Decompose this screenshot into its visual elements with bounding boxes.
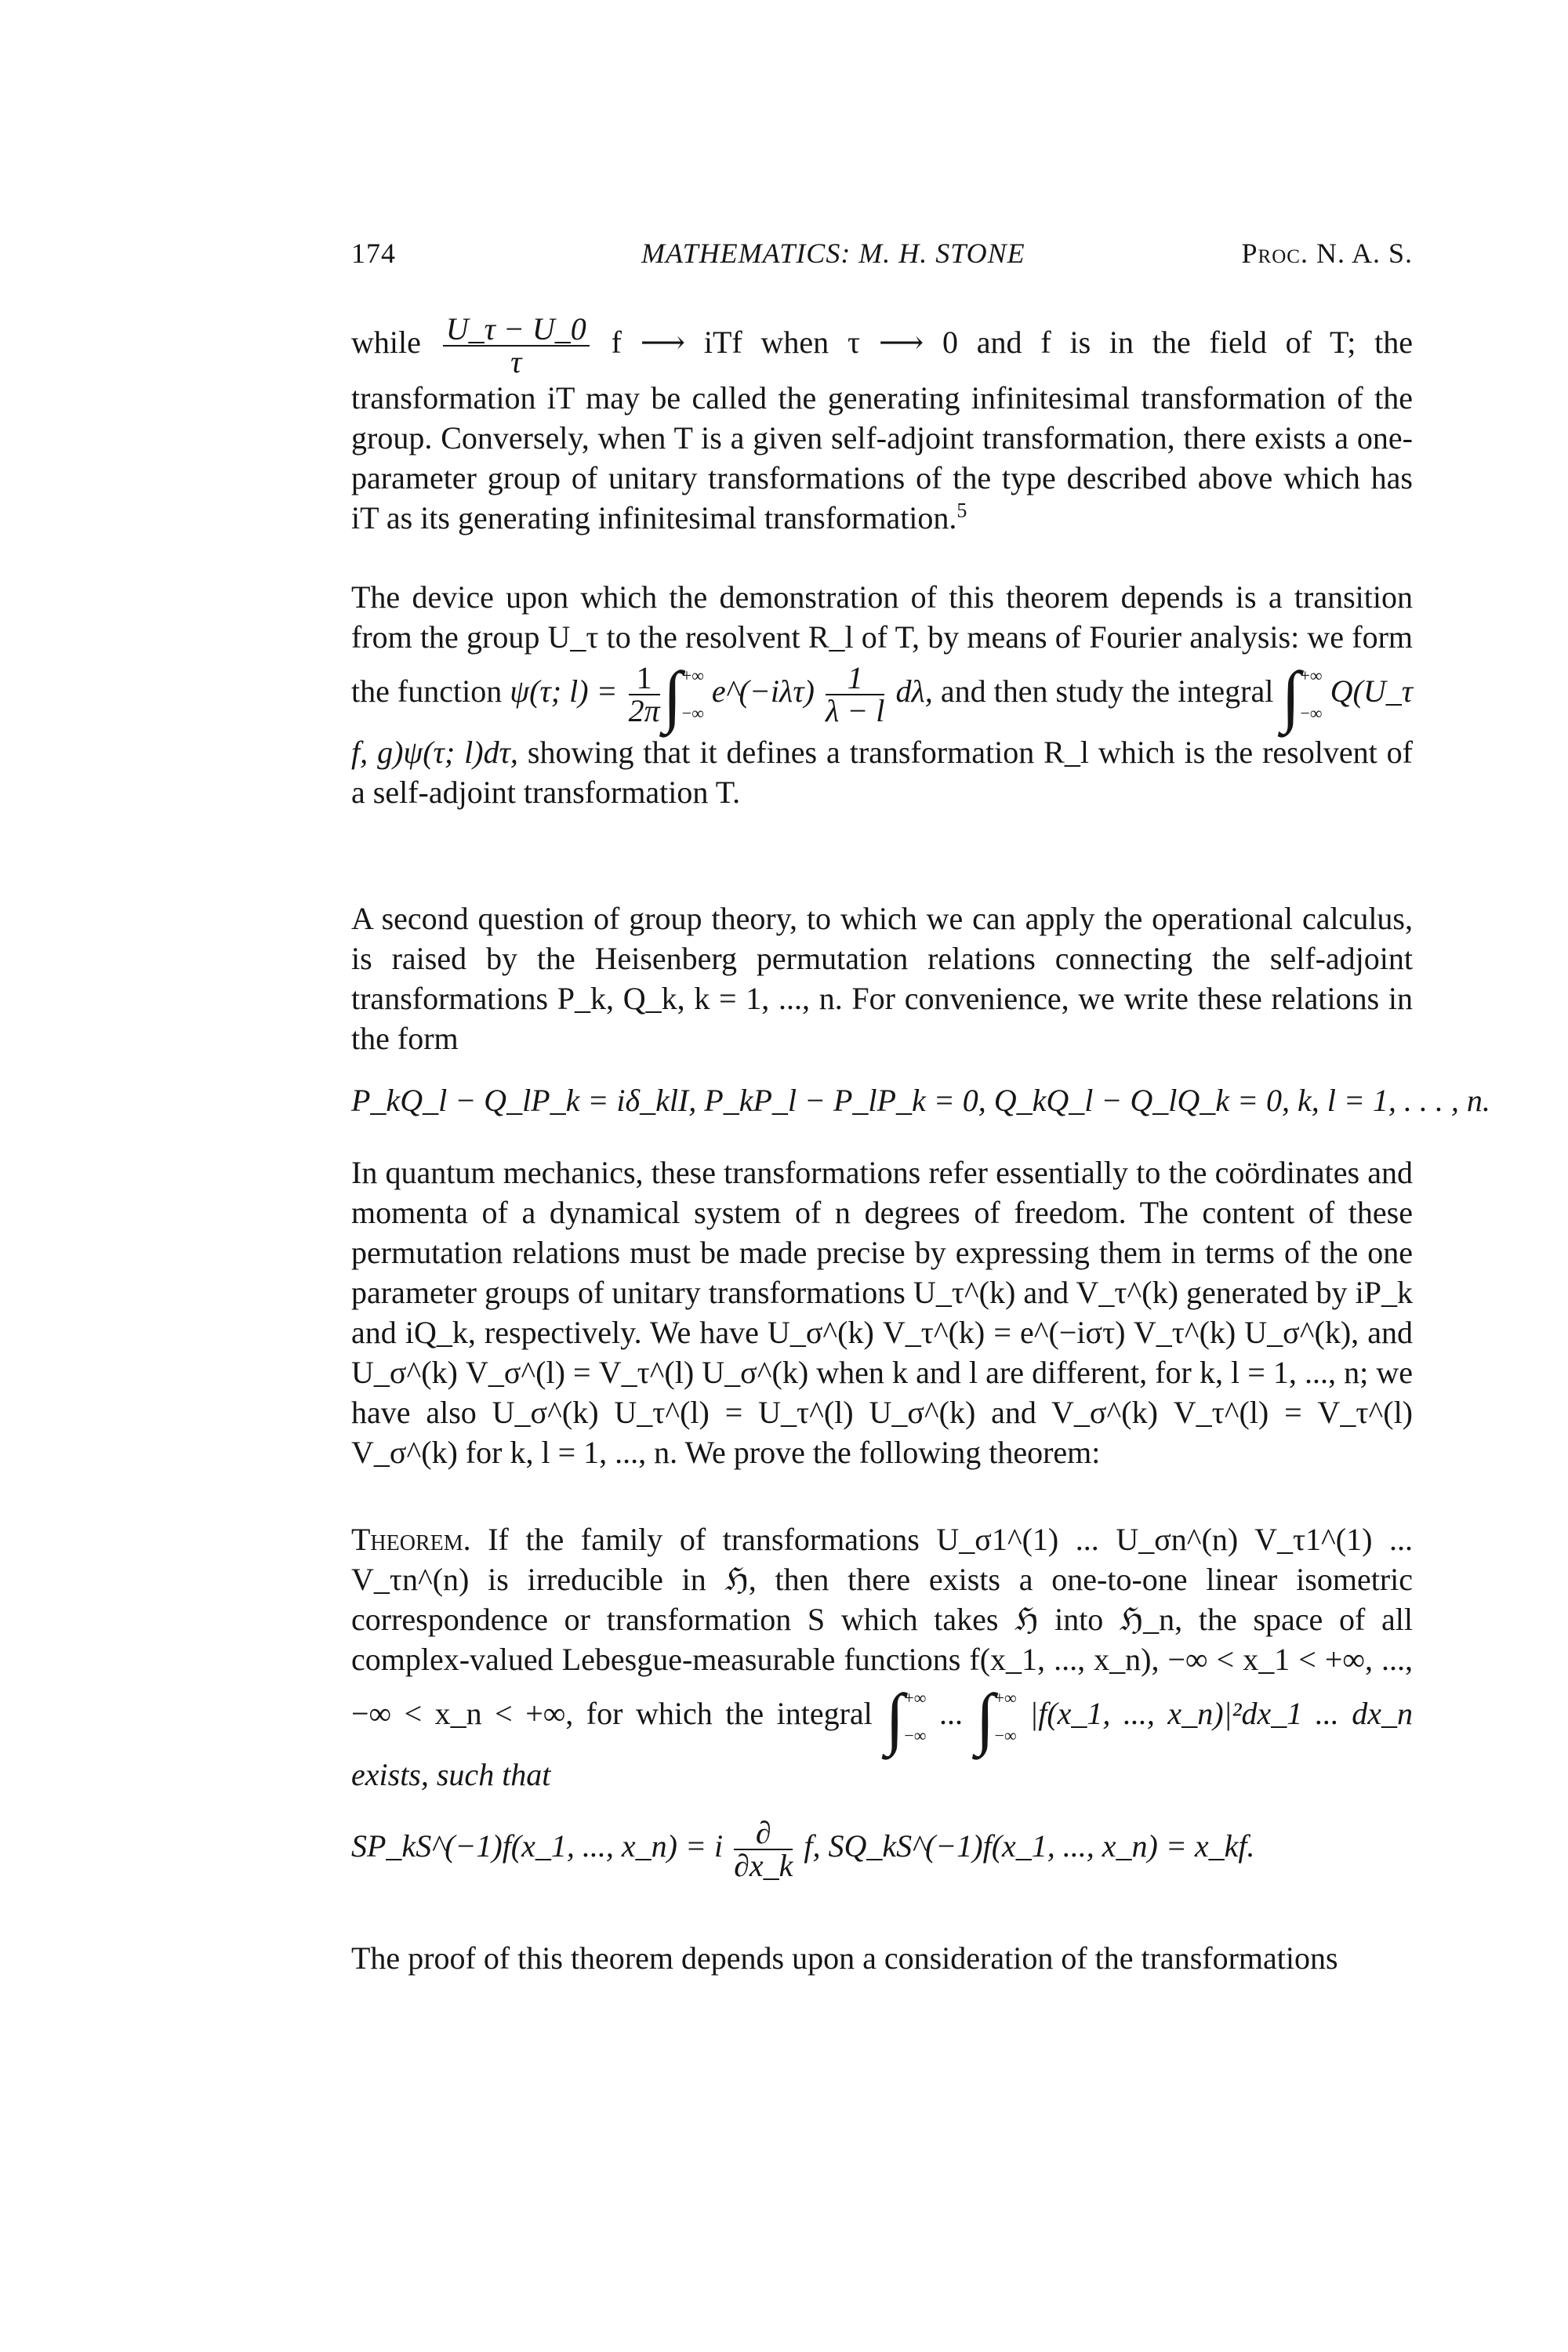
running-title: MATHEMATICS: M. H. STONE: [641, 238, 1025, 269]
paragraph-text: The proof of this theorem depends upon a consideration of the transformations: [351, 1940, 1338, 1976]
paragraph-text: showing that it defines a transformation R_l which is the resolvent of a self-adjoint transformation T.: [351, 735, 1414, 810]
fraction-numerator: ∂: [734, 1817, 793, 1850]
equation-rhs: SQ_kS^(−1)f(x_1, ..., x_n) = x_kf.: [828, 1828, 1255, 1864]
integral-limits: [995, 1679, 1017, 1755]
upper-limit: +∞: [1300, 666, 1323, 685]
theorem-label: Theorem.: [351, 1522, 471, 1557]
theorem-statement: [351, 1519, 1413, 1795]
schrodinger-representation-equation: [351, 1817, 1413, 1882]
fraction-numerator: 1: [629, 662, 660, 695]
integral-dots: ...: [939, 1696, 963, 1732]
integral-limits: [904, 1679, 926, 1755]
equation-mid: f,: [804, 1828, 821, 1864]
lower-limit: −∞: [904, 1726, 927, 1745]
psi-definition: ψ(τ; l) =: [510, 673, 618, 710]
fraction-denominator: 2π: [628, 693, 660, 728]
integrand: Q(U_τ f, g)ψ(τ; l)dτ,: [351, 673, 1414, 770]
paragraph-text: f ⟶ iTf when τ ⟶ 0 and f is in the field of T; the transformation iT may be called the generating infinitesimal transformation of the group. Conversely, when T is a given self-adjoint transformation, there exists a one-parameter group of unitary transformations of the type described above which has iT as its generating infinitesimal transformation.: [351, 325, 1414, 535]
paragraph-text: and then study the integral: [940, 673, 1274, 710]
difference-quotient: [443, 311, 590, 379]
one-over-two-pi: [629, 662, 660, 727]
integral-sign: ∫: [1281, 659, 1301, 735]
partial-derivative: [734, 1817, 793, 1882]
integral-limits: [682, 657, 704, 732]
footnote-marker: 5: [956, 499, 967, 522]
fraction-denominator: λ − l: [825, 693, 885, 728]
integral-sign: ∫: [662, 659, 682, 735]
paragraph-generating-transformation: [351, 311, 1414, 538]
resolvent-kernel: [826, 662, 884, 727]
running-header: [351, 237, 1413, 276]
paragraph-fourier-analysis: [351, 577, 1413, 812]
exponential-factor: e^(−iλτ): [711, 673, 815, 710]
commutation-relations-equation: [351, 1082, 1490, 1119]
differential: dλ,: [895, 673, 933, 710]
lower-limit: −∞: [994, 1726, 1017, 1745]
lower-limit: −∞: [681, 703, 704, 723]
fraction-denominator: ∂x_k: [734, 1848, 793, 1883]
upper-limit: +∞: [681, 666, 704, 685]
paragraph-text: A second question of group theory, to which we can apply the operational calculus, is raised by the Heisenberg permutation relations connecting the self-adjoint transformations P_k, Q_k, k = 1, ..., n. For convenience, we write these relations in the form: [351, 901, 1413, 1056]
page-number: 174: [351, 238, 396, 269]
equation-text: P_kQ_l − Q_lP_k = iδ_klI, P_kP_l − P_lP_k = 0, Q_kQ_l − Q_lQ_k = 0, k, l = 1, . . . , n.: [351, 1083, 1490, 1118]
lower-limit: −∞: [1300, 703, 1323, 723]
paragraph-quantum-mechanics: [351, 1152, 1413, 1472]
theorem-text: |f(x_1, ..., x_n)|²dx_1 ... dx_n exists, such that: [351, 1696, 1414, 1792]
quotient-denominator: τ: [510, 344, 522, 379]
paragraph-text: In quantum mechanics, these transformations refer essentially to the coördinates and momenta of a dynamical system of n degrees of freedom. The content of these permutation relations must be made precise by expressing them in terms of the one parameter groups of unitary transformations U_τ^(k) and V_τ^(k) generated by iP_k and iQ_k, respectively. We have U_σ^(k) V_τ^(k) = e^(−iστ) V_τ^(k) U_σ^(k), and U_σ^(k) V_σ^(l) = V_τ^(l) U_σ^(k) when k and l are different, for k, l = 1, ..., n; we have also U_σ^(k) U_τ^(l) = U_τ^(l) U_σ^(k) and V_σ^(k) V_τ^(l) = V_τ^(l) V_σ^(k) for k, l = 1, ..., n. We prove the following theorem:: [351, 1155, 1413, 1470]
integral-limits: [1301, 657, 1323, 732]
equation-lhs: SP_kS^(−1)f(x_1, ..., x_n) = i: [351, 1828, 724, 1864]
fraction-numerator: 1: [826, 662, 884, 695]
quotient-numerator: U_τ − U_0: [443, 314, 590, 347]
paragraph-heisenberg-relations: [351, 898, 1413, 1058]
upper-limit: +∞: [904, 1688, 927, 1708]
integral-sign: ∫: [975, 1681, 995, 1758]
journal-name: Proc. N. A. S.: [1241, 238, 1413, 269]
theorem-text: If the family of transformations U_σ1^(1) ... U_σn^(n) V_τ1^(1) ... V_τn^(n) is irreducible in ℌ, then there exists a one-to-one linear isometric correspondence or transformation S which takes ℌ into ℌ_n, the space of all complex-valued Lebesgue-measurable functions f(x_1, ..., x_n), −∞ < x_1 < +∞, ..., −∞ < x_n < +∞, for which the integral: [351, 1522, 1414, 1732]
upper-limit: +∞: [994, 1688, 1017, 1708]
paragraph-proof-intro: [351, 1938, 1413, 1978]
paragraph-text: The device upon which the demonstration of this theorem depends is a transition from the group U_τ to the resolvent R_l of T, by means of Fourier analysis: we form the function: [351, 579, 1413, 710]
integral-sign: ∫: [885, 1681, 905, 1758]
word-while: while: [351, 325, 421, 361]
